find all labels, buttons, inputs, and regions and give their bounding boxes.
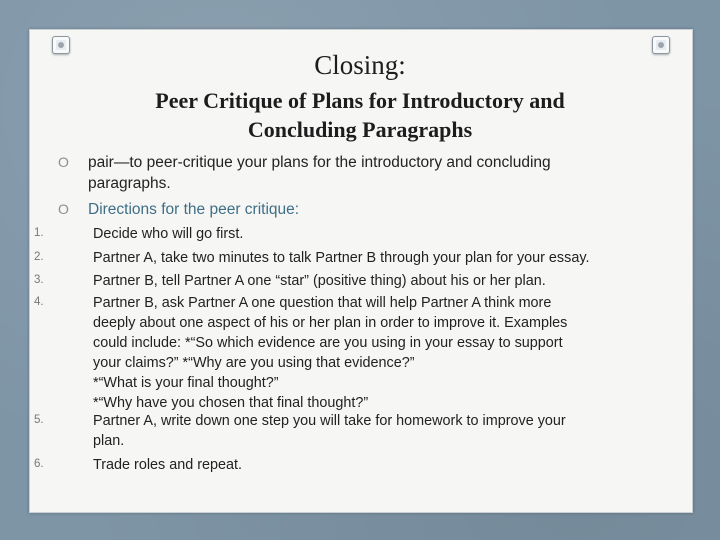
subtitle-line-2: Concluding Paragraphs [247,117,473,142]
step-line: *“What is your final thought?” [93,375,279,391]
step-item [93,248,683,268]
bullet-marker: O [58,154,69,170]
step-line: Partner B, tell Partner A one “star” (positive thing) about his or her plan. [93,273,546,289]
step-number: 1. [34,227,44,239]
step-number: 2. [34,251,44,263]
bullet-directions-text: Directions for the peer critique: [88,201,300,218]
step-item [93,293,683,413]
step-line: Partner A, take two minutes to talk Partner B through your plan for your essay. [93,250,590,266]
slide-subtitle [0,86,720,144]
step-number: 5. [34,414,44,426]
step-item [93,224,683,244]
step-line: *“Why have you chosen that final thought?” [93,395,369,411]
step-line: your claims?” *“Why are you using that evidence?” [93,355,415,371]
step-line: could include: *“So which evidence are you using in your essay to support [93,335,563,351]
step-line: deeply about one aspect of his or her plan in order to improve it. Examples [93,315,568,331]
bullet-pair-line-2: paragraphs. [88,175,171,192]
step-number: 4. [34,296,44,308]
step-line: Decide who will go first. [93,226,244,242]
step-line: plan. [93,433,125,449]
step-item [93,271,683,291]
bullet-pair-line-1: pair—to peer-critique your plans for the introductory and concluding [88,154,551,171]
subtitle-line-1: Peer Critique of Plans for Introductory and [155,88,565,113]
step-item [93,411,683,451]
step-line: Trade roles and repeat. [93,457,243,473]
step-line: Partner B, ask Partner A one question that will help Partner A think more [93,295,552,311]
step-number: 6. [34,458,44,470]
slide-title: Closing: [314,50,406,80]
step-line: Partner A, write down one step you will take for homework to improve your [93,413,566,429]
bullet-marker: O [58,201,69,217]
step-number: 3. [34,274,44,286]
step-item [93,455,683,475]
